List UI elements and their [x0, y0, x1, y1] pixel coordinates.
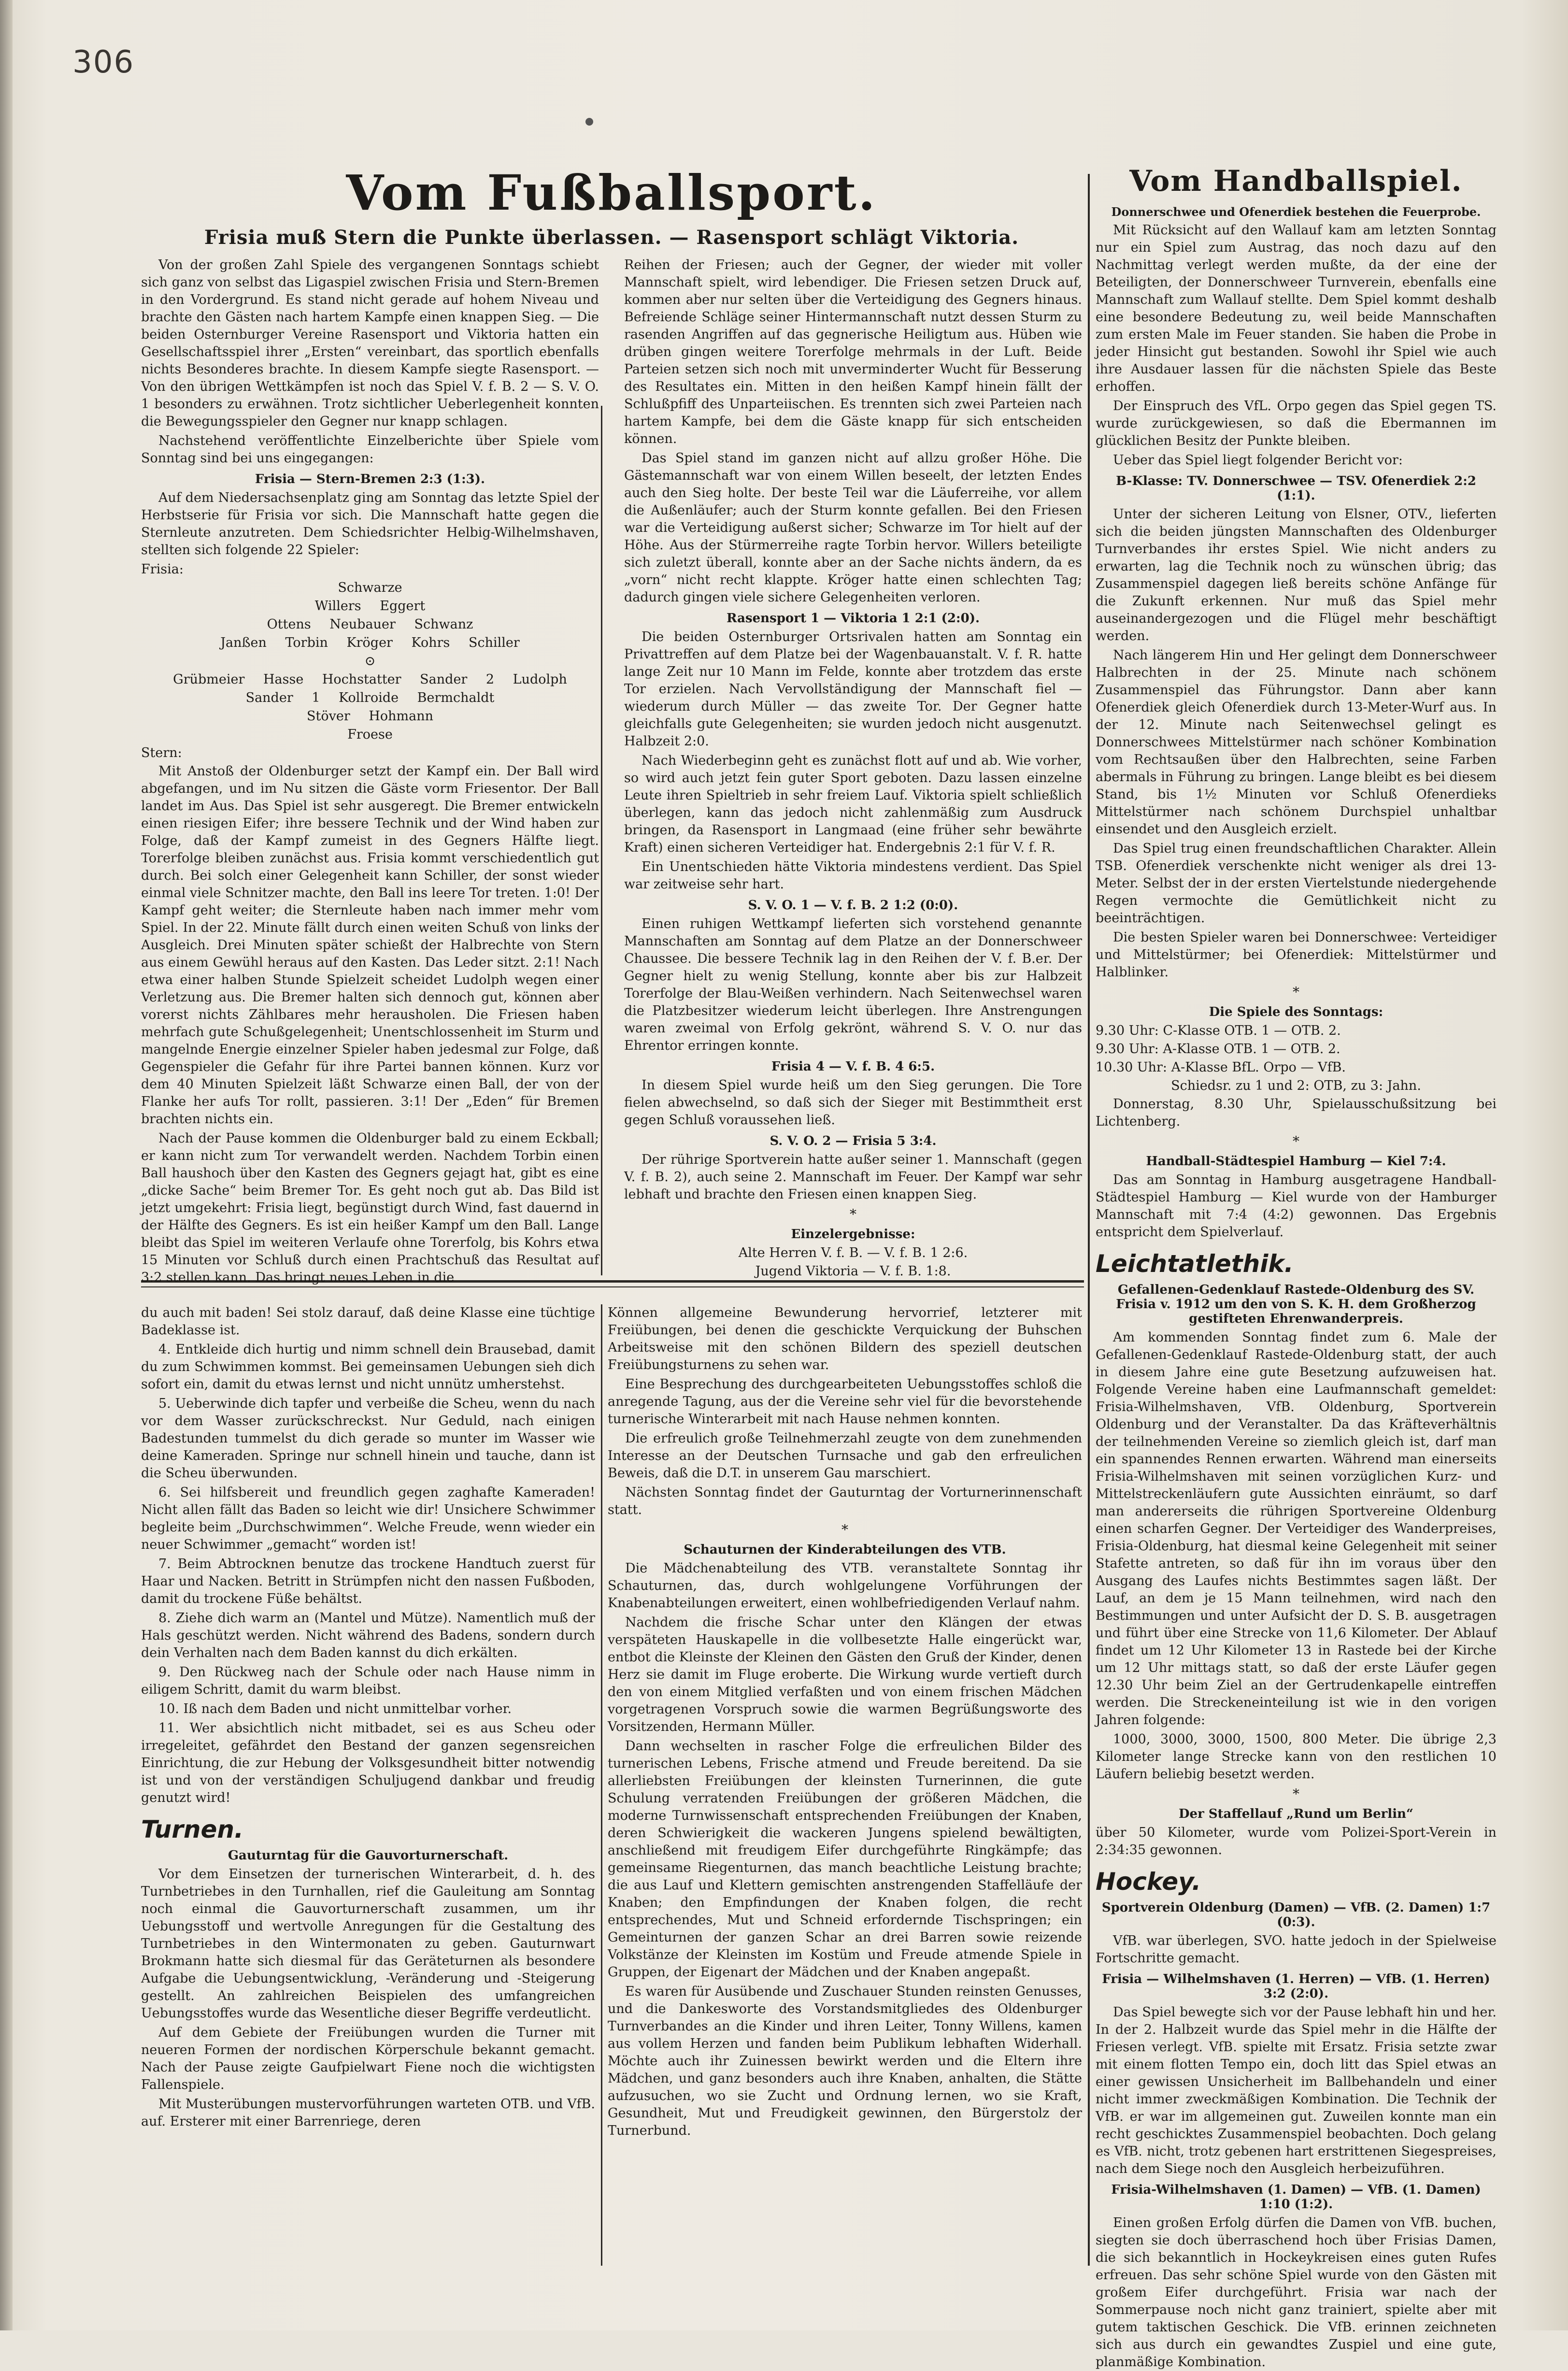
paragraph: Nach längerem Hin und Her gelingt dem Donnerschweer Halbrechten in der 25. Minute nach schönem Zusammenspiel das Führungstor. Dann aber kann Ofenerdiek gleich Ofenerdiek durch 13-Meter-Wurf aus. In der 12. Minute nach Seitenwechsel gelingt es Donnerschwees Mittelstürmer nach schöner Kombination vom Rechtsaußen über den Halbrechten, seine Farben abermals in Führung zu bringen. Lange bleibt es bei diesem Stand, bis 1½ Minuten vor Schluß Ofenerdieks Mittelstürmer nach schönem Durchspiel unhaltbar einsendet und den Ausgleich erzielt. — [1096, 648, 1497, 837]
paragraph: Nachdem die frische Schar unter den Klängen der etwas verspäteten Hauskapelle in die vollbesetzte Halle eingerückt war, entbot die Kleinste der Kleinen den Gästen den Gruß der Kinder, denen Herz sie damit im Fluge eroberte. Die Wirkung wurde vertieft durch den von einem Mitglied verfaßten und von einem frischen Mädchen vorgetragenen Vorspruch sowie die warmen Begrüßungsworte des Vorsitzenden, Hermann Müller. — [608, 1615, 1082, 1734]
paragraph: Der rührige Sportverein hatte außer seiner 1. Mannschaft (gegen V. f. B. 2), auch seine 2. Mannschaft im Feuer. Der Kampf war sehr lebhaft und brachte den Friesen einen knappen Sieg. — [624, 1152, 1082, 1202]
football-article — [141, 164, 1082, 1285]
paragraph: Das am Sonntag in Hamburg ausgetragene Handball-Städtespiel Hamburg — Kiel wurde von der Hamburger Mannschaft mit 7:4 (4:2) gewonnen. Das Ergebnis entspricht dem Spielverlauf. — [1096, 1172, 1497, 1240]
match-heading: Frisia — Stern-Bremen 2:3 (1:3). — [255, 472, 485, 486]
paragraph: Ueber das Spiel liegt folgender Bericht vor: — [1113, 453, 1403, 468]
paragraph: Unter der sicheren Leitung von Elsner, OTV., lieferten sich die beiden jüngsten Mannschaften des Oldenburger Turnverbandes ihr erstes Spiel. Wie nicht anders zu erwarten, lag die Technik noch zu wünschen übrig; das Zusammenspiel dagegen ließ bereits schöne Anfänge für die Zukunft erkennen. Nur muß das Spiel mehr auseinandergezogen und die Flügel mehr beschäftigt werden. — [1096, 507, 1497, 643]
paragraph: Das Spiel bewegte sich vor der Pause lebhaft hin und her. In der 2. Halbzeit wurde das Spiel mehr in die Hälfte der Friesen verlegt. VfB. spielte mit Ersatz. Frisia setzte zwar mit einem flotten Tempo ein, doch litt das Spiel etwas an einer gewissen Unsicherheit im Ballbehandeln und einer nicht immer zweckmäßigen Kombination. Die Technik der VfB. er war im allgemeinen gut. Zuweilen konnte man ein recht geschicktes Zusammenspiel beobachten. Doch gelang es VfB. nicht, trotz gebenen hart erstrittenen Siegespreises, nach dem Siege noch den Ausgleich herbeizuführen. — [1096, 2005, 1497, 2176]
paragraph: Auf dem Niedersachsenplatz ging am Sonntag das letzte Spiel der Herbstserie für Frisia vor sich. Die Mannschaft hatte gegen die Sternleute anzutreten. Dem Schiedsrichter Helbig-Wilhelmshaven, stellten sich folgende 22 Spieler: — [141, 490, 599, 557]
fixture-line: 9.30 Uhr: A-Klasse OTB. 1 — OTB. 2. — [1096, 1042, 1340, 1057]
match-heading: Frisia — Wilhelmshaven (1. Herren) — VfB. (1. Herren) 3:2 (2:0). — [1102, 1972, 1490, 2001]
lineup-row: Willers Eggert — [314, 599, 426, 614]
paragraph: Dann wechselten in rascher Folge die erfreulichen Bilder des turnerischen Lebens, Frische atmend und Freude bereitend. Da sie allerliebsten Freiübungen der kleinsten Turnerinnen, die gute Schulung verratenden Freiübungen der größeren Mädchen, die moderne Turnwissenschaft entsprechenden Freiübungen der Knaben, deren Schwierigkeit die wackeren Jungens spielend bewältigten, anschließend mit freudigem Eifer durchgeführte Ringkämpfe; das gemeinsame Riegenturnen, das manch beachtliche Leistung brachte; die aus Lauf und Klettern gemischten anstrengenden Staffelläufe der Knaben; den Empfindungen der Knaben folgen, die recht entsprechendes, Mut und Schneid erfordernde Tischspringen; ein Gemeinturnen der ganzen Schar an drei Barren sowie reizende Volkstänze der Kleinsten im Kostüm und Freude atmende Spiele in Gruppen, der Eigenart der Mädchen und der Knaben angepaßt. — [608, 1739, 1082, 1980]
gymnastics-heading: Gauturntag für die Gauvorturnerschaft. — [228, 1848, 509, 1863]
paragraph: 1000, 3000, 3000, 1500, 800 Meter. Die übrige 2,3 Kilometer lange Strecke kann von den restlichen 10 Läufern beliebig besetzt werden. — [1096, 1732, 1497, 1782]
hockey-title: Hockey. — [1096, 1868, 1201, 1896]
fixture-line: 10.30 Uhr: A-Klasse BfL. Orpo — VfB. — [1096, 1060, 1346, 1075]
ball-symbol: ⊙ — [364, 654, 376, 669]
paragraph: Es waren für Ausübende und Zuschauer Stunden reinsten Genusses, und die Dankesworte des Vorstandsmitgliedes des Oldenburger Turnverbandes an die Kinder und ihren Leiter, Tonny Willens, kamen aus vollem Herzen und fanden beim Publikum lebhaften Widerhall. Möchte auch ihr Zuinessen bewirkt werden und die Eltern ihre Mädchen, und ganz besonders auch ihre Knaben, anhalten, die Stätte aufzusuchen, wo sie Zucht und Ordnung lernen, wo sie Kraft, Gesundheit, Mut und Freudigkeit gewinnen, den Bürgerstolz der Turnerbund. — [608, 1984, 1082, 2138]
relay-heading: Der Staffellauf „Rund um Berlin“ — [1179, 1807, 1413, 1821]
results-heading: Einzelergebnisse: — [791, 1227, 915, 1242]
separator-star: * — [1293, 984, 1299, 1000]
football-left-column — [141, 257, 599, 1288]
paragraph: Die Mädchenabteilung des VTB. veranstaltete Sonntag ihr Schauturnen, das, durch wohlgelungene Vorführungen der Knabenabteilungen erweitert, einen wohlbefriedigenden Verlauf nahm. — [608, 1561, 1082, 1611]
result-line: Alte Herren V. f. B. — V. f. B. 1 2:6. — [738, 1245, 968, 1260]
handball-subheading: Donnerschwee und Ofenerdiek bestehen die Feuerprobe. — [1111, 205, 1481, 219]
paragraph: Die besten Spieler waren bei Donnerschwee: Verteidiger und Mittelstürmer; bei Ofenerdiek: Mittelstürmer und Halblinker. — [1096, 930, 1497, 980]
athletics-title: Leichtatlethik. — [1096, 1250, 1294, 1278]
paragraph: In diesem Spiel wurde heiß um den Sieg gerungen. Die Tore fielen abwechselnd, so daß sich der Sieger mit Bestimmtheit erst gegen Schluß voraussehen ließ. — [624, 1078, 1082, 1128]
match-heading: Sportverein Oldenburg (Damen) — VfB. (2. Damen) 1:7 (0:3). — [1101, 1900, 1491, 1929]
paragraph: Ein Unentschieden hätte Viktoria mindestens verdient. Das Spiel war zeitweise sehr hart. — [624, 859, 1082, 892]
athletics-heading: Gefallenen-Gedenklauf Rastede-Oldenburg des SV. Frisia v. 1912 um den von S. K. H. dem Großherzog gestifteten Ehrenwanderpreis. — [1116, 1283, 1476, 1326]
paragraph: Einen ruhigen Wettkampf lieferten sich vorstehend genannte Mannschaften am Sonntag auf dem Platze an der Donnerschweer Chaussee. Die bessere Technik lag in den Reihen der V. f. B.er. Der Gegner hielt zu wenig Stellung, konnte aber bis zur Halbzeit Torerfolge der Blau-Weißen verhindern. Nach Seitenwechsel waren die Platzbesitzer wiederum leicht überlegen. Ihre Anstrengungen waren zweimal von Erfolg gekrönt, während S. V. O. nur das Ehrentor erringen konnte. — [624, 916, 1082, 1053]
schauturnen-heading: Schauturnen der Kinderabteilungen des VTB. — [684, 1543, 1006, 1557]
separator-star: * — [850, 1206, 856, 1222]
lineup-row: Schwarze — [338, 580, 402, 595]
paragraph: Die beiden Osternburger Ortsrivalen hatten am Sonntag ein Privattreffen auf dem Platze bei der Wagenbauanstalt. V. f. R. hatte lange Zeit nur 10 Mann im Felde, konnte aber trotzdem das erste Tor erzielen. Nach Vervollständigung der Mannschaft fiel — wiederum durch Müller — das zweite Tor. Der Gegner hatte gleichfalls gute Gelegenheiten; sie wurden jedoch nicht ausgenutzt. Halbzeit 2:0. — [624, 629, 1082, 749]
paragraph: Am kommenden Sonntag findet zum 6. Male der Gefallenen-Gedenklauf Rastede-Oldenburg statt, der auch in diesem Jahre eine gute Besetzung aufzuweisen hat. Folgende Vereine haben eine Laufmannschaft gemeldet: Frisia-Wilhelmshaven, VfB. Oldenburg, Sportverein Oldenburg und der Veranstalter. Da das Kräfteverhältnis der teilnehmenden Vereine so ziemlich gleich ist, darf man ein spannendes Rennen erwarten. Während man einerseits Frisia-Wilhelmshaven mit seinen vorzüglichen Kurz- und Mittelstreckenläufern gute Aussichten einräumt, so darf man andererseits die rührigen Sportvereine Oldenburg einen scharfen Gegner. Der Verteidiger des Wanderpreises, Frisia-Oldenburg, hat diesmal keine Gelegenheit mit seiner Stafette antreten, so daß für ihn im voraus über den Ausgang des Laufes nichts Bestimmtes sagen läßt. Der Lauf, an dem je 15 Mann teilnehmen, wird nach den Bestimmungen und unter Aufsicht der D. S. B. ausgetragen und führt über eine Strecke von 11,6 Kilometer. Der Ablauf findet um 12 Uhr Kilometer 13 in Rastede bei der Kirche um 12 Uhr mittags statt, so daß der erste Läufer gegen 12.30 Uhr beim Ziel an der Gertrudenkapelle eintreffen werden. Die Streckeneinteilung ist wie in den vorigen Jahren folgende: — [1096, 1330, 1497, 1728]
paragraph: Eine Besprechung des durchgearbeiteten Uebungsstoffes schloß die anregende Tagung, aus der die Vereine sehr viel für die bevorstehende turnerische Winterarbeit mit nach Hause nehmen konnten. — [608, 1377, 1082, 1427]
page-number: 306 — [72, 44, 135, 80]
gymnastics-title: Turnen. — [141, 1815, 244, 1843]
separator-star: * — [841, 1522, 848, 1538]
column-divider — [601, 1304, 602, 2266]
match-heading: Frisia-Wilhelmshaven (1. Damen) — VfB. (1. Damen) 1:10 (1:2). — [1111, 2183, 1481, 2212]
article-subtitle: Frisia muß Stern die Punkte überlassen. — Rasensport schlägt Viktoria. — [204, 226, 1019, 249]
lineup-row: Froese — [347, 727, 393, 742]
swimming-and-gymnastics — [141, 1304, 595, 2275]
meeting-note: Donnerstag, 8.30 Uhr, Spielausschußsitzung bei Lichtenberg. — [1096, 1097, 1497, 1129]
paragraph: Nachstehend veröffentlichte Einzelberichte über Spiele vom Sonntag sind bei uns eingegangen: — [141, 433, 599, 466]
swim-rule: 9. Den Rückweg nach der Schule oder nach Hause nimm in eiligem Schritt, damit du warm bleibst. — [141, 1665, 595, 1697]
football-right-column — [624, 257, 1082, 1288]
result-line: Jugend Viktoria — V. f. B. 1:8. — [755, 1264, 951, 1279]
lineup-row: Ottens Neubauer Schwanz — [267, 617, 473, 632]
swim-rule: 8. Ziehe dich warm an (Mantel und Mütze). Namentlich muß der Hals geschützt werden. Nicht während des Badens, sondern durch dein Verhalten nach dem Baden kannst du dich erkälten. — [141, 1611, 595, 1660]
paragraph: Mit Musterübungen mustervorführungen warteten OTB. und VfB. auf. Ersterer mit einer Barrenriege, deren — [141, 2097, 595, 2129]
fixture-line: 9.30 Uhr: C-Klasse OTB. 1 — OTB. 2. — [1096, 1023, 1341, 1038]
match-heading: S. V. O. 2 — Frisia 5 3:4. — [770, 1134, 937, 1148]
column-divider — [1088, 174, 1090, 2266]
match-heading: S. V. O. 1 — V. f. B. 2 1:2 (0:0). — [748, 898, 958, 913]
sports-sidebar — [1096, 164, 1497, 2370]
fixtures-heading: Die Spiele des Sonntags: — [1209, 1005, 1383, 1019]
swim-rule: 6. Sei hilfsbereit und freundlich gegen zaghafte Kameraden! Nicht allen fällt das Baden so leicht wie dir! Unsichere Schwimmer begleite beim „Durchschwimmen“. Welche Freude, wenn wieder ein neuer Schwimmer „gemacht“ worden ist! — [141, 1485, 595, 1552]
match-heading: Frisia 4 — V. f. B. 4 6:5. — [771, 1059, 935, 1074]
match-heading: Rasensport 1 — Viktoria 1 2:1 (2:0). — [726, 611, 980, 626]
lineup-row: Janßen Torbin Kröger Kohrs Schiller — [220, 635, 520, 650]
paragraph: Das Spiel trug einen freundschaftlichen Charakter. Allein TSB. Ofenerdiek verschenkte nicht weniger als drei 13-Meter. Selbst der in der ersten Viertelstunde niedergehende Regen vermochte die Gemütlichkeit nicht zu beeinträchtigen. — [1096, 841, 1497, 926]
lineup-row: Grübmeier Hasse Hochstatter Sander 2 Ludolph — [173, 672, 567, 687]
paragraph: Von der großen Zahl Spiele des vergangenen Sonntags schiebt sich ganz von selbst das Ligaspiel zwischen Frisia und Stern-Bremen in den Vordergrund. Es stand nicht gerade auf hohem Niveau und brachte den Gästen nach hartem Kampfe einen knappen Sieg. — Die beiden Osternburger Vereine Rasensport und Viktoria hatten ein Gesellschaftsspiel ihrer „Ersten“ vereinbart, das sportlich ebenfalls nichts Besonderes brachte. In diesem Kampfe siegte Rasensport. — Von den übrigen Wettkämpfen ist noch das Spiel V. f. B. 2 — S. V. O. 1 besonders zu erwähnen. Trotz sichtlicher Ueberlegenheit konnten die Bewegungsspieler den Gegner nur knapp schlagen. — [141, 257, 599, 429]
paragraph: über 50 Kilometer, wurde vom Polizei-Sport-Verein in 2:34:35 gewonnen. — [1096, 1825, 1497, 1857]
paragraph: Die erfreulich große Teilnehmerzahl zeugte von dem zunehmenden Interesse an der Deutschen Turnsache und gab den erfreulichen Beweis, daß die D.T. in unserem Gau marschiert. — [608, 1431, 1082, 1481]
paragraph: Mit Rücksicht auf den Wallauf kam am letzten Sonntag nur ein Spiel zum Austrag, das noch dazu auf den Nachmittag verlegt werden mußte, da der eine der Beteiligten, der Donnerschweer Turnverein, ebenfalls eine Mannschaft zum Wallauf stellte. Dem Spiel kommt deshalb eine besondere Bedeutung zu, weil beide Mannschaften zum ersten Male im Feuer standen. Sie haben die Probe in jeder Hinsicht gut bestanden. Sowohl ihr Spiel wie auch ihre Ausdauer lassen für die nächsten Spiele das Beste erhoffen. — [1096, 223, 1497, 394]
paragraph: Vor dem Einsetzen der turnerischen Winterarbeit, d. h. des Turnbetriebes in den Turnhallen, rief die Gauleitung am Sonntag noch einmal die Gauvorturnerschaft zusammen, um ihr Uebungsstoff und wertvolle Anregungen für die Gestaltung des Turnbetriebes in den Wintermonaten zu geben. Gauturnwart Brokmann hatte sich diesmal für das Geräteturnen als besondere Aufgabe die Uebungsentwicklung, -Veränderung und -Steigerung gestellt. An zahlreichen Beispielen des umfangreichen Uebungsstoffes wurde das Wesentliche dieser Begriffe verdeutlicht. — [141, 1867, 595, 2021]
match-heading: B-Klasse: TV. Donnerschwee — TSV. Ofenerdiek 2:2 (1:1). — [1116, 474, 1476, 503]
paragraph: Können allgemeine Bewunderung hervorrief, letzterer mit Freiübungen, bei denen die geschickte Verquickung der Buhschen Arbeitsweise mit den schönen Bildern des speziell deutschen Freiübungsturnens zu sehen war. — [608, 1305, 1082, 1372]
paragraph: Nach Wiederbeginn geht es zunächst flott auf und ab. Wie vorher, so wird auch jetzt fein guter Sport geboten. Dazu lassen einzelne Leute ihren Spieltrieb in sehr freiem Lauf. Viktoria spielt schließlich überlegen, kann das jedoch nicht zahlenmäßig zum Ausdruck bringen, da Rasensport in Langmaad (eine früher sehr bewährte Kraft) einen sicheren Verteidiger hat. Endergebnis 2:1 für V. f. R. — [624, 753, 1082, 855]
team-label: Stern: — [141, 745, 182, 760]
paragraph: Das Spiel stand im ganzen nicht auf allzu großer Höhe. Die Gästemannschaft war von einem Willen beseelt, der letzten Endes auch den Sieg holte. Der beste Teil war die Läuferreihe, vor allem die Außenläufer; auch der Sturm konnte gefallen. Bei den Friesen war die Verteidigung außerst sicher; Schwarze im Tor hielt auf der Höhe. Aus der Stürmerreihe ragte Torbin hervor. Willers beteiligte sich zuletzt überall, konnte aber an der Sache nichts ändern, da es „vorn“ nicht recht klappte. Kröger hatte einen schlechten Tag; dadurch gingen viele sichere Gelegenheiten verloren. — [624, 451, 1082, 605]
paragraph: Nächsten Sonntag findet der Gauturntag der Vorturnerinnenschaft statt. — [608, 1485, 1082, 1517]
scan-edge — [0, 0, 13, 2330]
paragraph: Reihen der Friesen; auch der Gegner, der wieder mit voller Mannschaft spielt, wird lebendiger. Die Friesen setzen Druck auf, kommen aber nur selten über die Verteidigung des Gegners hinaus. Befreiende Schläge seiner Hintermannschaft nutzt dessen Sturm zu rasenden Angriffen auf das gegnerische Heiligtum aus. Hüben wie drüben gingen weitere Torerfolge mehrmals in der Luft. Beide Parteien setzen sich noch mit unverminderter Wucht für Besserung des Resultates ein. Mitten in den heißen Kampf hinein fällt der Schlußpfiff des Unparteiischen. Es trennten sich zwei Parteien nach hartem Kampfe, bei dem die Gäste knapp für sich entscheiden können. — [624, 257, 1082, 446]
gymnastics-continued — [608, 1304, 1082, 2275]
swim-rule: 11. Wer absichtlich nicht mitbadet, sei es aus Scheu oder irregeleitet, gefährdet den Bestand der ganzen segensreichen Einrichtung, die zur Hebung der Volksgesundheit bitter notwendig ist und von der verständigen Schuljugend dankbar und freudig genutzt wird! — [141, 1721, 595, 1805]
separator-star: * — [1293, 1786, 1299, 1802]
separator-star: * — [1293, 1133, 1299, 1149]
swim-rule: 10. Iß nach dem Baden und nicht unmittelbar vorher. — [158, 1701, 512, 1716]
paragraph: Der Einspruch des VfL. Orpo gegen das Spiel gegen TS. wurde zurückgewiesen, so daß die Ebermannen im glücklichen Besitz der Punkte bleiben. — [1096, 399, 1497, 448]
paragraph: du auch mit baden! Sei stolz darauf, daß deine Klasse eine tüchtige Badeklasse ist. — [141, 1305, 595, 1338]
lineup-row: Stöver Hohmann — [307, 709, 433, 724]
swim-rule: 4. Entkleide dich hurtig und nimm schnell dein Brausebad, damit du zum Schwimmen kommst. Bei gemeinsamen Uebungen sieh dich sofort ein, damit du etwas lernst und nicht unnütz umherstehst. — [141, 1342, 595, 1392]
paragraph: Einen großen Erfolg dürfen die Damen von VfB. buchen, siegten sie doch überraschend hoch über Frisias Damen, die sich bekanntlich in Hockeykreisen eines guten Rufes erfreuen. Das sehr schöne Spiel wurde von den Gästen mit großem Eifer durchgeführt. Frisia war nach der Sommerpause noch nicht ganz trainiert, spielte aber mit gutem taktischen Geschick. Die VfB. erinnen zeichneten sich aus durch ein gewandtes Zuspiel und eine gute, planmäßige Kombination. — [1096, 2215, 1497, 2370]
match-heading: Handball-Städtespiel Hamburg — Kiel 7:4. — [1146, 1154, 1446, 1169]
binding-hole — [585, 118, 593, 126]
team-label: Frisia: — [141, 562, 184, 577]
handball-title: Vom Handballspiel. — [1129, 164, 1463, 198]
paragraph: Auf dem Gebiete der Freiübungen wurden die Turner mit neueren Formen der nordischen Körperschule bekannt gemacht. Nach der Pause zeigte Gaufpielwart Fiene noch die wichtigsten Fallenspiele. — [141, 2025, 595, 2092]
swim-rule: 5. Ueberwinde dich tapfer und verbeiße die Scheu, wenn du nach vor dem Wasser zurückschreckst. Nur Geduld, nach einigen Badestunden tummelst du dich gerade so munter im Wasser wie deine Kameraden. Springe nur schnell hinein und tauche, dann ist die Scheu überwunden. — [141, 1396, 595, 1481]
swim-rule: 7. Beim Abtrocknen benutze das trockene Handtuch zuerst für Haar und Nacken. Betritt in Strümpfen nicht den nassen Fußboden, damit du trockene Füße behältst. — [141, 1557, 595, 1606]
paragraph: Mit Anstoß der Oldenburger setzt der Kampf ein. Der Ball wird abgefangen, und im Nu sitzen die Gäste vorm Friesentor. Der Ball landet im Aus. Das Spiel ist sehr ausgeregt. Die Bremer entwickeln einen riesigen Eifer; ihre bessere Technik und der Wind haben zur Folge, daß der Kampf zumeist in des Gegners Hälfte liegt. Torerfolge bleiben zunächst aus. Frisia kommt verschiedentlich gut durch. Bei solch einer Gelegenheit kann Schiller, der sonst wieder einmal viele Schnitzer machte, den Ball ins leere Tor treten. 1:0! Der Kampf geht weiter; die Sternleute haben nach immer mehr vom Spiel. In der 22. Minute fällt durch einen weiten Schuß von links der Ausgleich. Drei Minuten später schießt der Halbrechte von Stern aus einem Gewühl heraus auf den Kasten. Das Leder sitzt. 2:1! Nach etwa einer halben Stunde Spielzeit scheidet Ludolph wegen einer Verletzung aus. Die Bremer halten sich dennoch gut, können aber vorerst nichts Zählbares mehr herausholen. Die Friesen haben mehrfach gute Schußgelegenheit; Unentschlossenheit im Sturm und mangelnde Energie einzelner Spieler haben jedesmal zur Folge, daß Gegenspieler die Gefahr für ihre Partei bannen können. Kurz vor dem 40 Minuten Spielzeit läßt Schwarze einen Ball, der von der Flanke her aufs Tor rollt, passieren. 3:1! Der „Eden“ für Bremen brachten nichts ein. — [141, 764, 599, 1127]
paragraph: VfB. war überlegen, SVO. hatte jedoch in der Spielweise Fortschritte gemacht. — [1096, 1933, 1497, 1966]
lineup-row: Sander 1 Kollroide Bermchaldt — [245, 690, 495, 705]
article-title: Vom Fußballsport. — [346, 164, 877, 221]
fixture-line: Schiedsr. zu 1 und 2: OTB, zu 3: Jahn. — [1171, 1078, 1421, 1093]
paragraph: Nach der Pause kommen die Oldenburger bald zu einem Eckball; er kann nicht zum Tor verwandelt werden. Nachdem Torbin einen Ball haushoch über den Kasten des Gegners gejagt hat, gibt es eine „dicke Sache“ beim Bremer Tor. Es geht noch gut ab. Das Bild ist jetzt umgekehrt: Frisia liegt, begünstigt durch Wind, fast dauernd in der Hälfte des Gegners. Es ist ein heißer Kampf um den Ball. Lange bleibt das Spiel im weiteren Verlaufe ohne Torerfolg, bis Kohrs etwa 15 Minuten vor Schluß durch einen Prachtschuß das Resultat auf 3:2 stellen kann. Das bringt neues Leben in die — [141, 1131, 599, 1285]
